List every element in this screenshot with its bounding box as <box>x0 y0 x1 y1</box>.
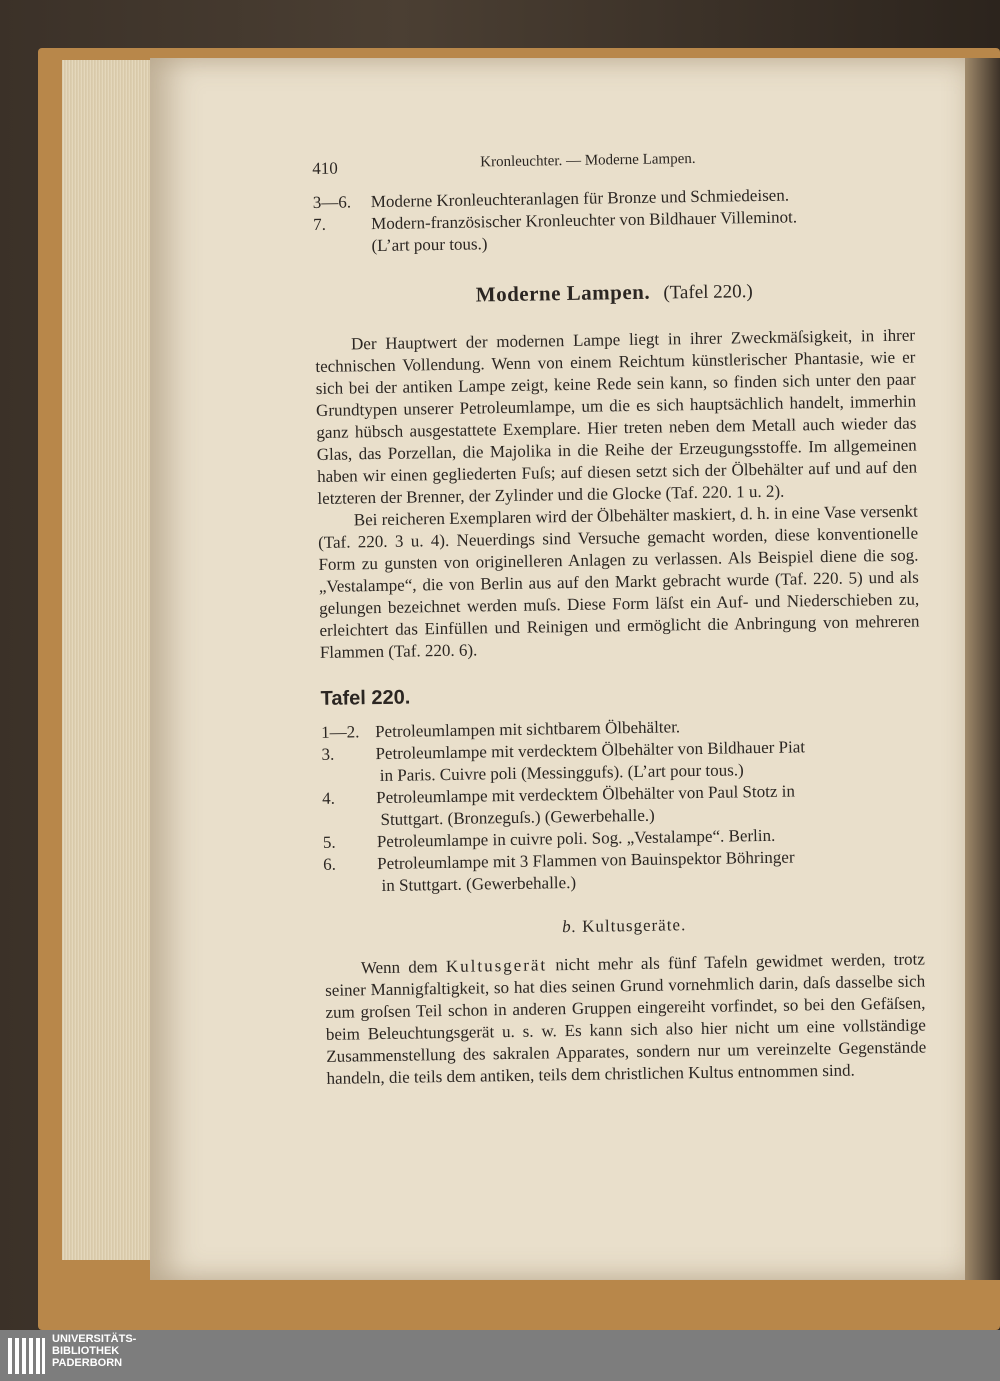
running-head: Kronleuchter. — Moderne Lampen. <box>480 150 696 171</box>
list-continuation: in Paris. Cuivre poli (Messinggufs). (L’art pour tous.) <box>379 760 744 786</box>
paragraph-lead: Wenn dem <box>360 956 447 978</box>
list-text: Petroleumlampen mit sichtbarem Ölbehälter. <box>374 717 681 742</box>
subsection-title: Kultusgeräte. <box>582 915 687 936</box>
subsection-heading <box>324 910 924 941</box>
tafel-heading: Tafel 220. <box>320 686 411 710</box>
subsection-letter: b. <box>562 916 578 937</box>
list-continuation: Stuttgart. (Bronzeguſs.) (Gewerbehalle.) <box>380 805 655 830</box>
section-heading <box>314 277 914 310</box>
list-text: Petroleumlampe mit verdecktem Ölbehälter von Paul Stotz in <box>376 781 796 808</box>
list-number: 7. <box>313 214 327 234</box>
paragraph-3 <box>325 948 927 1089</box>
library-name-line2: BIBLIOTHEK <box>52 1345 120 1357</box>
list-text: Petroleumlampe mit 3 Flammen von Bauinspektor Böhringer <box>377 847 795 874</box>
tafel-list <box>321 713 924 898</box>
list-number: 6. <box>323 854 337 874</box>
list-number: 5. <box>322 832 336 852</box>
library-name-line3: PADERBORN <box>52 1357 123 1369</box>
list-number: 3. <box>321 744 335 764</box>
library-logo-icon <box>8 1336 46 1376</box>
list-text: Moderne Kronleuchteranlagen für Bronze und Schmiedeisen. <box>370 185 790 212</box>
library-footer <box>0 1330 1000 1381</box>
book-gutter <box>965 58 1000 1280</box>
paragraph-2: Bei reicheren Exemplaren wird der Ölbehälter maskiert, d. h. in eine Vase versenkt (Taf. 220. 3 u. 4). Neuerdings sind Versuche gemacht worden, diese konventionelle Form zu gunsten von originelleren Anlagen zu verlassen. Als Beispiel diene die sog. „Vestalampe“, die von Berlin aus auf den Markt gebracht wurde (Taf. 220. 5) und als gelungen bezeichnet werden muſs. Diese Form läſst ein Auf- und Niederschieben zu, erleichtert das Einfüllen und Reinigen und ermöglicht die Anbringung von mehreren Flammen (Taf. 220. 6). <box>318 501 920 662</box>
spaced-term: Kultusgerät <box>445 955 548 976</box>
list-number: 1—2. <box>321 722 360 742</box>
list-text: Modern-französischer Kronleuchter von Bildhauer Villeminot. <box>371 207 798 234</box>
list-text: Petroleumlampe in cuivre poli. Sog. „Vestalampe“. Berlin. <box>376 825 776 852</box>
list-number: 4. <box>322 788 336 808</box>
paragraph-1: Der Hauptwert der modernen Lampe liegt in ihrer Zweckmäſsigkeit, in ihrer technischen Vollendung. Wenn von einem Reichtum künstlerischer Phantasie, wie er sich bei der antiken Lampe zeigt, keine Rede sein kann, so finden sich unter den paar Grundtypen unserer Petroleumlampe, um die es sich hauptsächlich handelt, immerhin ganz hübsch ausgestattete Exemplare. Hier treten neben dem Metall auch wieder das Glas, das Porzellan, die Majolika in die Reihe der Erzeugungsstoffe. Im allgemeinen haben wir einen gegliederten Fuſs; auf diesen setzt sich der Ölbehälter auf und auf den letzteren der Brenner, der Zylinder und die Glocke (Taf. 220. 1 u. 2). <box>315 325 918 508</box>
paragraph-rest: nicht mehr als fünf Tafeln gewidmet werden, trotz seiner Mannigfaltigkeit, so hat dies seinen Grund vornehmlich darin, daſs dasselbe sich zum groſsen Teil schon in anderen Gruppen eingereiht vorfindet, so bei den Gefäſsen, beim Beleuchtungsgerät u. s. w. Es kann sich also hier nicht um eine vollständige Zusammenstellung des sakralen Apparates, sondern nur um vereinzelte Gegenstände handeln, die teils dem antiken, teils dem christlichen Kultus entnommen sind. <box>325 949 927 1088</box>
library-name-line1: UNIVERSITÄTS- <box>52 1333 137 1345</box>
list-continuation: in Stuttgart. (Gewerbehalle.) <box>381 872 577 895</box>
section-ref: (Tafel 220.) <box>663 281 753 304</box>
top-list <box>313 183 914 258</box>
list-number: 3—6. <box>312 192 352 212</box>
page-number: 410 <box>312 158 338 178</box>
list-text: Petroleumlampe mit verdecktem Ölbehälter von Bildhauer Piat <box>375 737 806 764</box>
section-title: Moderne Lampen. <box>475 279 651 307</box>
library-name <box>52 1333 136 1369</box>
page-text <box>312 141 927 1090</box>
list-continuation: (L’art pour tous.) <box>371 234 488 256</box>
